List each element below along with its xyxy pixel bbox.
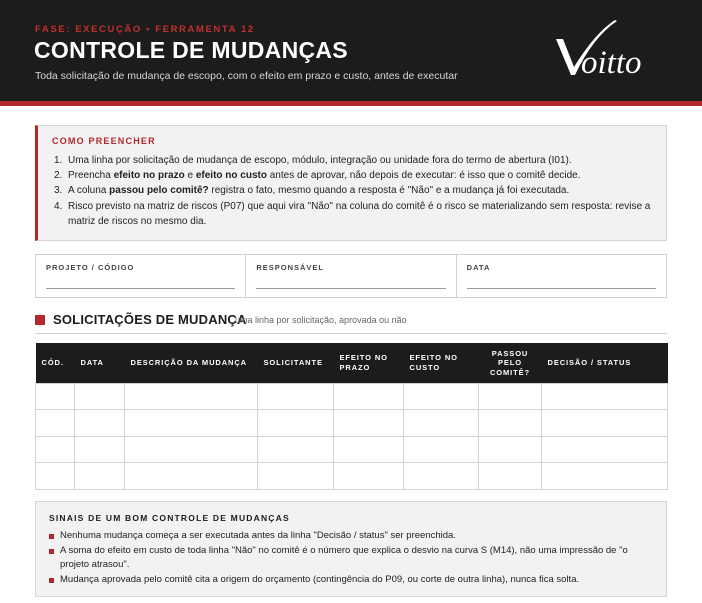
table-cell[interactable] [75, 436, 125, 463]
table-cell[interactable] [404, 410, 479, 437]
col-header-committee: PASSOU PELO COMITÊ? [479, 343, 542, 383]
change-requests-table [35, 343, 668, 490]
bullet-square-icon [49, 549, 54, 554]
how-to-item-text: registra o fato, mesmo quando a resposta é "Não" e a mudança já foi executada. [208, 185, 570, 197]
table-cell[interactable] [404, 436, 479, 463]
section-marker [35, 315, 45, 325]
table-cell[interactable] [542, 410, 668, 437]
date-line [467, 288, 656, 289]
table-cell[interactable] [75, 383, 125, 410]
section-divider [35, 333, 667, 334]
owner-line [256, 288, 445, 289]
how-to-item-number: 4. [54, 200, 63, 212]
how-to-item [52, 183, 652, 198]
good-sign-item [49, 573, 655, 587]
table-cell[interactable] [404, 463, 479, 490]
table-cell[interactable] [479, 436, 542, 463]
page-header [0, 0, 702, 101]
bullet-square-icon [49, 534, 54, 539]
how-to-fill-box [35, 125, 667, 241]
table-row [36, 463, 668, 490]
table-cell[interactable] [542, 436, 668, 463]
how-to-item-text: Preencha [68, 170, 114, 182]
how-to-item [52, 168, 652, 183]
how-to-item-number: 3. [54, 185, 63, 197]
project-code-label: PROJETO / CÓDIGO [46, 263, 135, 272]
col-header-date: DATA [75, 343, 125, 383]
table-cell[interactable] [75, 410, 125, 437]
how-to-item [52, 199, 652, 229]
how-to-fill-list [52, 153, 652, 229]
table-cell[interactable] [479, 410, 542, 437]
how-to-item-text: antes de aprovar, não depois de executar: é isso que o comitê decide. [266, 170, 581, 182]
good-signs-list [49, 529, 655, 588]
table-cell[interactable] [125, 410, 258, 437]
table-cell[interactable] [334, 383, 404, 410]
how-to-item-emphasis: efeito no prazo [113, 170, 185, 182]
table-cell[interactable] [125, 436, 258, 463]
good-sign-item [49, 544, 655, 572]
good-signs-box [35, 501, 667, 597]
table-row [36, 436, 668, 463]
table-body [36, 383, 668, 489]
header-fields [35, 254, 667, 298]
table-cell[interactable] [125, 463, 258, 490]
how-to-item-text: e [184, 170, 196, 182]
date-field[interactable] [456, 255, 666, 297]
how-to-item-emphasis: passou pelo comitê? [109, 185, 209, 197]
table-cell[interactable] [258, 410, 334, 437]
how-to-item [52, 153, 652, 168]
bullet-square-icon [49, 578, 54, 583]
date-label: DATA [466, 263, 491, 272]
how-to-item-text: Risco previsto na matriz de riscos (P07) que aqui vira "Não" na coluna do comitê é o risco se materializando sem resposta: revise a matriz de riscos no mesmo dia. [68, 200, 651, 227]
good-sign-text: A soma do efeito em custo de toda linha "Não" no comitê é o número que explica o desvio na curva S (M14), não uma impressão de "o projeto atrasou". [60, 545, 628, 570]
section-subtitle: uma linha por solicitação, aprovada ou não [235, 315, 407, 325]
page-subtitle: Toda solicitação de mudança de escopo, com o efeito em prazo e custo, antes de executar [35, 70, 458, 82]
table-row [36, 383, 668, 410]
project-code-field[interactable] [36, 255, 245, 297]
project-code-line [46, 288, 235, 289]
table-cell[interactable] [258, 436, 334, 463]
col-header-cost-effect: EFEITO NO CUSTO [404, 343, 479, 383]
good-signs-title: SINAIS DE UM BOM CONTROLE DE MUDANÇAS [49, 513, 290, 523]
table-cell[interactable] [479, 463, 542, 490]
svg-text:oitto: oitto [581, 45, 642, 81]
table-cell[interactable] [404, 383, 479, 410]
table-cell[interactable] [36, 463, 75, 490]
col-header-description: DESCRIÇÃO DA MUDANÇA [125, 343, 258, 383]
how-to-item-emphasis: efeito no custo [195, 170, 267, 182]
table-cell[interactable] [479, 383, 542, 410]
col-header-requester: SOLICITANTE [258, 343, 334, 383]
owner-label: RESPONSÁVEL [256, 263, 325, 272]
table-cell[interactable] [334, 410, 404, 437]
table-cell[interactable] [36, 436, 75, 463]
table-cell[interactable] [36, 383, 75, 410]
how-to-item-number: 2. [54, 170, 63, 182]
how-to-fill-title: COMO PREENCHER [52, 136, 156, 146]
how-to-item-text: A coluna [68, 185, 110, 197]
col-header-code: CÓD. [36, 343, 75, 383]
table-cell[interactable] [36, 410, 75, 437]
good-sign-text: Mudança aprovada pelo comitê cita a origem do orçamento (contingência do P09, ou corte de outra linha), nunca fica solta. [60, 574, 580, 585]
voitto-logo [553, 17, 673, 83]
owner-field[interactable] [245, 255, 455, 297]
table-cell[interactable] [125, 383, 258, 410]
section-title: SOLICITAÇÕES DE MUDANÇA [53, 312, 247, 327]
table-cell[interactable] [75, 463, 125, 490]
how-to-item-number: 1. [54, 155, 63, 166]
col-header-decision: DECISÃO / STATUS [542, 343, 668, 383]
table-header-row [36, 343, 668, 383]
table-cell[interactable] [542, 383, 668, 410]
table-cell[interactable] [258, 383, 334, 410]
phase-label: FASE: EXECUÇÃO • FERRAMENTA 12 [35, 24, 255, 35]
table-cell[interactable] [542, 463, 668, 490]
table-cell[interactable] [258, 463, 334, 490]
how-to-item-text: Uma linha por solicitação de mudança de escopo, módulo, integração ou unidade fora do termo de abertura (I01). [68, 155, 572, 166]
header-accent-line [0, 101, 702, 106]
table-row [36, 410, 668, 437]
table-cell[interactable] [334, 463, 404, 490]
table-cell[interactable] [334, 436, 404, 463]
good-sign-text: Nenhuma mudança começa a ser executada antes da linha "Decisão / status" ser preenchida. [60, 530, 456, 541]
good-sign-item [49, 529, 655, 543]
col-header-schedule-effect: EFEITO NO PRAZO [334, 343, 404, 383]
page-title: CONTROLE DE MUDANÇAS [34, 37, 348, 63]
